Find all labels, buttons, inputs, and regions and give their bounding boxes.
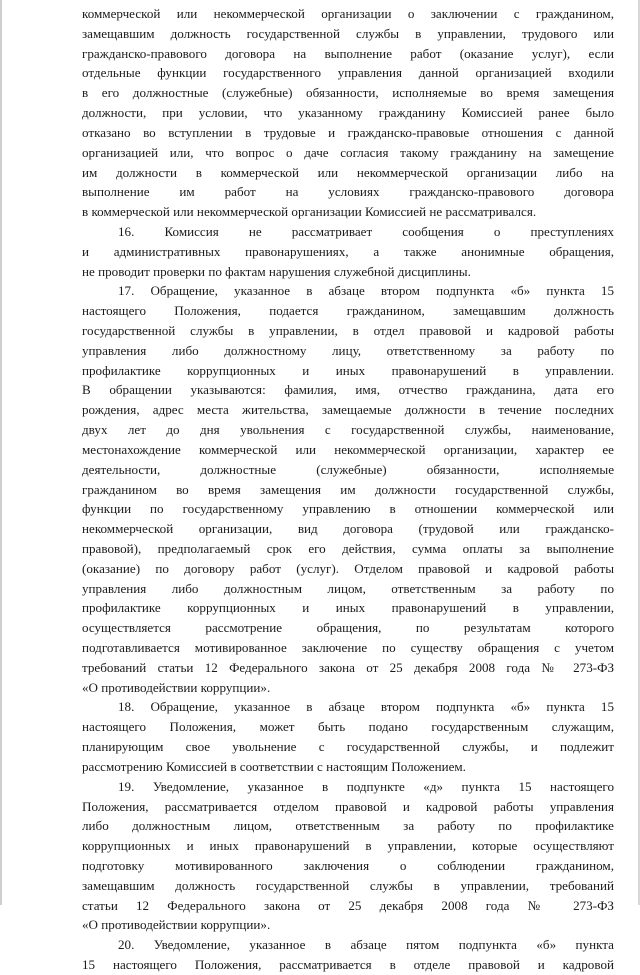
text-line: профилактике коррупционных и иных правонарушений в управлении. bbox=[82, 362, 614, 378]
text-line: подготавливается мотивированное заключение по существу обращения с учетом bbox=[82, 640, 614, 655]
text-line: подготовку мотивированного заключения о соблюдении гражданином, bbox=[82, 857, 614, 873]
text-line: (оказание) по договору работ (услуг). Отделом правовой и кадровой работы bbox=[82, 560, 614, 576]
text-line: рождения, адрес места жительства, замещаемые должности в течение последних bbox=[82, 402, 614, 418]
text-line: осуществляется рассмотрение обращения, по результатам которого bbox=[82, 620, 614, 636]
text-line: 20. Уведомление, указанное в абзаце пятом подпункта «б» пункта bbox=[118, 937, 614, 953]
scan-left-edge bbox=[0, 0, 2, 905]
text-line: в его должностные (служебные) обязанности, исполняемые во время замещения bbox=[82, 85, 614, 101]
text-line: профилактике коррупционных и иных правонарушений в управлении, bbox=[82, 600, 614, 616]
text-line: 17. Обращение, указанное в абзаце втором подпункта «б» пункта 15 bbox=[118, 283, 614, 299]
text-line: замещавшим должность государственной службы в управлении, трудового или bbox=[82, 25, 614, 41]
text-line: «О противодействии коррупции». bbox=[82, 917, 271, 933]
text-line: замещавшим должность государственной службы в управлении, требований bbox=[82, 877, 614, 893]
text-line: функции по государственному управлению в отношении коммерческой или bbox=[82, 501, 614, 517]
text-line: отдельные функции государственного управления данной организацией входили bbox=[82, 65, 614, 81]
text-line: 18. Обращение, указанное в абзаце втором подпункта «б» пункта 15 bbox=[118, 699, 614, 715]
text-line: управления либо должностному лицу, ответственному за работу по bbox=[82, 342, 614, 358]
text-line: некоммерческой организации, вид договора (трудовой или гражданско- bbox=[82, 521, 614, 537]
text-line: планирующим свое увольнение с государственной службы, и подлежит bbox=[82, 739, 614, 755]
text-line: местонахождение коммерческой или некоммерческой организации, характер ее bbox=[82, 441, 614, 457]
text-line: требований статьи 12 Федерального закона от 25 декабря 2008 года № 273-ФЗ bbox=[82, 659, 614, 675]
text-line: деятельности, должностные (служебные) обязанности, исполняемые bbox=[82, 461, 614, 477]
text-line: настоящего Положения, может быть подано государственным служащим, bbox=[82, 719, 614, 735]
text-line: должности, при условии, что указанному гражданину Комиссией ранее было bbox=[82, 105, 614, 121]
text-line: государственной службы в управлении, в отдел правовой и кадровой работы bbox=[82, 323, 614, 338]
text-line: не проводит проверки по фактам нарушения служебной дисциплины. bbox=[82, 263, 471, 279]
text-line: двух лет до дня увольнения с государственной службы, наименование, bbox=[82, 422, 614, 438]
text-line: 15 настоящего Положения, рассматривается в отделе правовой и кадровой bbox=[82, 957, 614, 972]
paragraph-p17 bbox=[82, 281, 614, 697]
text-line: коммерческой или некоммерческой организации о заключении с гражданином, bbox=[82, 6, 614, 21]
text-line: им должности в коммерческой или некоммерческой организации либо на bbox=[82, 164, 614, 180]
text-line: отказано во вступлении в трудовые и гражданско-правовые отношения с данной bbox=[82, 124, 614, 140]
text-line: управления либо должностным лицом, ответственным за работу по bbox=[82, 580, 614, 596]
text-line: рассмотрению Комиссией в соответствии с настоящим Положением. bbox=[82, 758, 466, 774]
paragraph-p-cont bbox=[82, 4, 614, 222]
text-line: Положения, рассматривается отделом правовой и кадровой работы управления bbox=[82, 798, 614, 814]
text-line: «О противодействии коррупции». bbox=[82, 679, 271, 695]
text-line: и административных правонарушениях, а также анонимные обращения, bbox=[82, 243, 614, 259]
text-line: организацией или, что вопрос о даче согласия такому гражданину на замещение bbox=[82, 144, 614, 160]
text-line: 16. Комиссия не рассматривает сообщения о преступлениях bbox=[118, 223, 614, 239]
paragraph-p18 bbox=[82, 697, 614, 776]
text-line: В обращении указываются: фамилия, имя, отчество гражданина, дата его bbox=[82, 382, 614, 398]
text-line: гражданином во время замещения им должности государственной службы, bbox=[82, 481, 614, 497]
text-line: либо должностным лицом, ответственным за работу по профилактике bbox=[82, 818, 614, 834]
text-line: настоящего Положения, подается гражданином, замещавшим должность bbox=[82, 303, 614, 319]
text-line: выполнение им работ на условиях гражданско-правового договора bbox=[82, 184, 614, 200]
paragraph-p19 bbox=[82, 777, 614, 936]
text-line: правовой), предполагаемый срок его действия, сумма оплаты за выполнение bbox=[82, 540, 614, 556]
text-line: 19. Уведомление, указанное в подпункте «д» пункта 15 настоящего bbox=[118, 778, 614, 794]
text-line: гражданско-правового договора на выполнение работ (оказание услуг), если bbox=[82, 45, 614, 61]
text-line: статьи 12 Федерального закона от 25 декабря 2008 года № 273-ФЗ bbox=[82, 897, 614, 913]
document-body bbox=[82, 4, 614, 975]
paragraph-p20 bbox=[82, 935, 614, 975]
paragraph-p16 bbox=[82, 222, 614, 281]
text-line: коррупционных и иных правонарушений в управлении, которые осуществляют bbox=[82, 838, 614, 854]
text-line: в коммерческой или некоммерческой организации Комиссией не рассматривался. bbox=[82, 204, 537, 220]
